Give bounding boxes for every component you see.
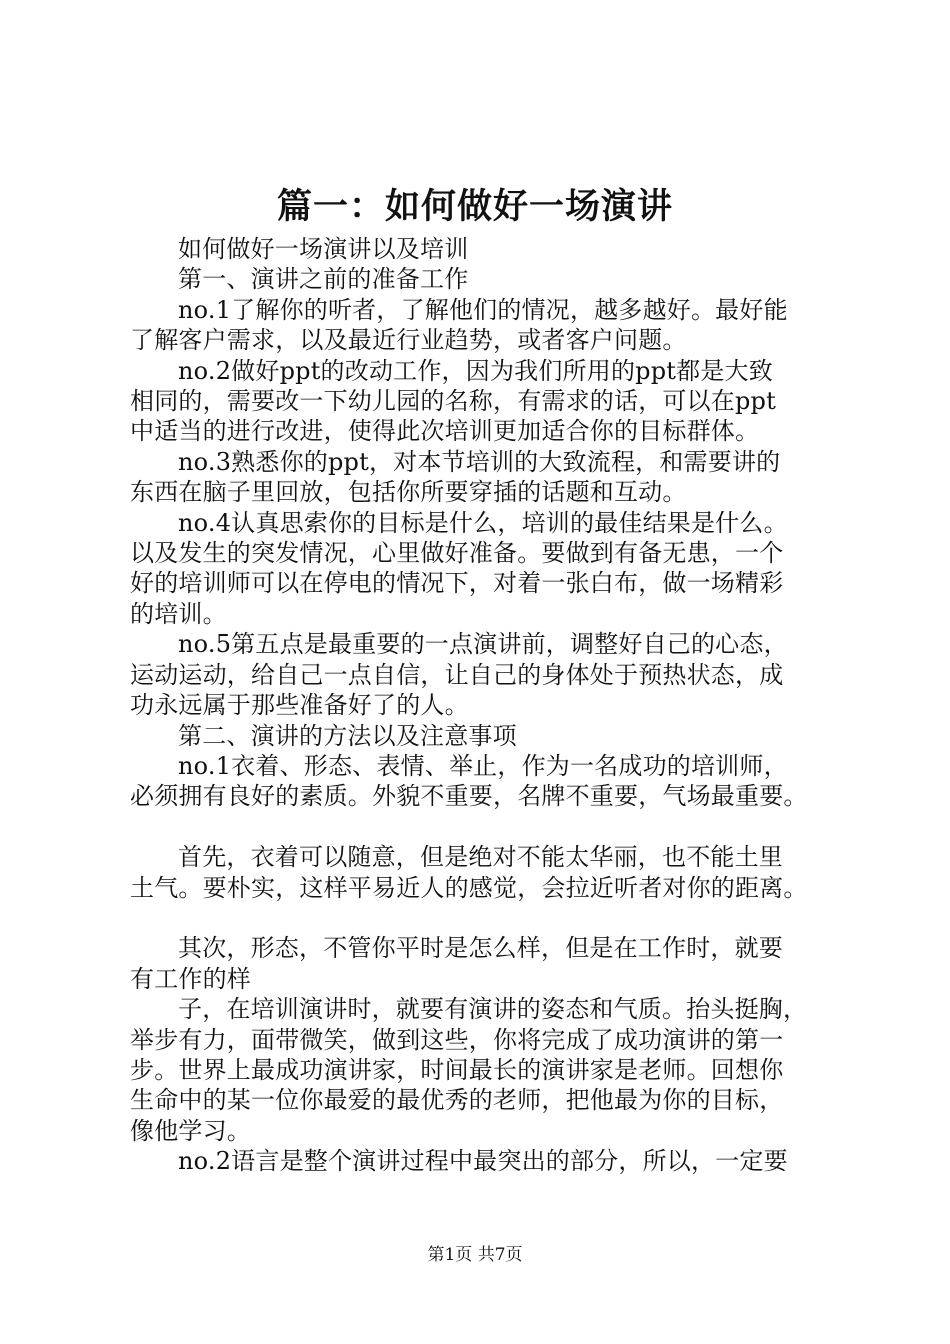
paragraph-gap	[130, 812, 830, 842]
text-line: 如何做好一场演讲以及培训	[178, 235, 469, 263]
text-line: 生命中的某一位你最爱的最优秀的老师，把他最为你的目标，	[130, 1086, 784, 1115]
text-line: 有工作的样	[130, 964, 251, 993]
text-line: 相同的，需要改一下幼儿园的名称，有需求的话，可以在ppt	[130, 387, 776, 416]
text-line: 运动运动，给自己一点自信，让自己的身体处于预热状态，成	[130, 660, 784, 689]
text-line: no.3熟悉你的ppt，对本节培训的大致流程，和需要讲的	[178, 447, 781, 476]
section-heading: 第一、演讲之前的准备工作	[178, 265, 469, 294]
paragraph-gap	[130, 903, 830, 933]
document-body	[130, 234, 830, 1177]
page-title: 篇一：如何做好一场演讲	[276, 186, 673, 227]
text-line: 好的培训师可以在停电的情况下，对着一张白布，做一场精彩	[130, 569, 784, 598]
text-line: 土气。要朴实，这样平易近人的感觉，会拉近听者对你的距离。	[130, 873, 808, 902]
text-line: 像他学习。	[130, 1116, 251, 1145]
page-footer: 第1页 共7页	[427, 1245, 523, 1265]
text-line: 功永远属于那些准备好了的人。	[130, 691, 469, 720]
text-line: 步。世界上最成功演讲家，时间最长的演讲家是老师。回想你	[130, 1055, 784, 1084]
text-line: no.2做好ppt的改动工作，因为我们所用的ppt都是大致	[178, 356, 773, 385]
text-line: no.5第五点是最重要的一点演讲前，调整好自己的心态，	[178, 630, 788, 659]
text-line: no.4认真思索你的目标是什么，培训的最佳结果是什么。	[178, 508, 788, 537]
text-line: 必须拥有良好的素质。外貌不重要，名牌不重要，气场最重要。	[130, 782, 808, 811]
text-line: 中适当的进行改进，使得此次培训更加适合你的目标群体。	[130, 417, 760, 446]
text-line: no.1了解你的听者，了解他们的情况，越多越好。最好能	[178, 295, 788, 324]
text-line: 东西在脑子里回放，包括你所要穿插的话题和互动。	[130, 478, 687, 507]
text-line: no.1衣着、形态、表情、举止，作为一名成功的培训师，	[178, 751, 788, 780]
text-line: 以及发生的突发情况，心里做好准备。要做到有备无患，一个	[130, 539, 784, 568]
text-line: no.2语言是整个演讲过程中最突出的部分，所以，一定要	[178, 1147, 788, 1176]
text-line: 其次，形态，不管你平时是怎么样，但是在工作时，就要	[178, 934, 783, 963]
text-line: 的培训。	[130, 599, 227, 628]
section-heading: 第二、演讲的方法以及注意事项	[178, 721, 517, 750]
text-line: 首先，衣着可以随意，但是绝对不能太华丽，也不能土里	[178, 843, 783, 872]
text-line: 子，在培训演讲时，就要有演讲的姿态和气质。抬头挺胸，	[178, 995, 808, 1024]
text-line: 了解客户需求，以及最近行业趋势，或者客户问题。	[130, 326, 687, 355]
text-line: 举步有力，面带微笑，做到这些，你将完成了成功演讲的第一	[130, 1025, 784, 1054]
